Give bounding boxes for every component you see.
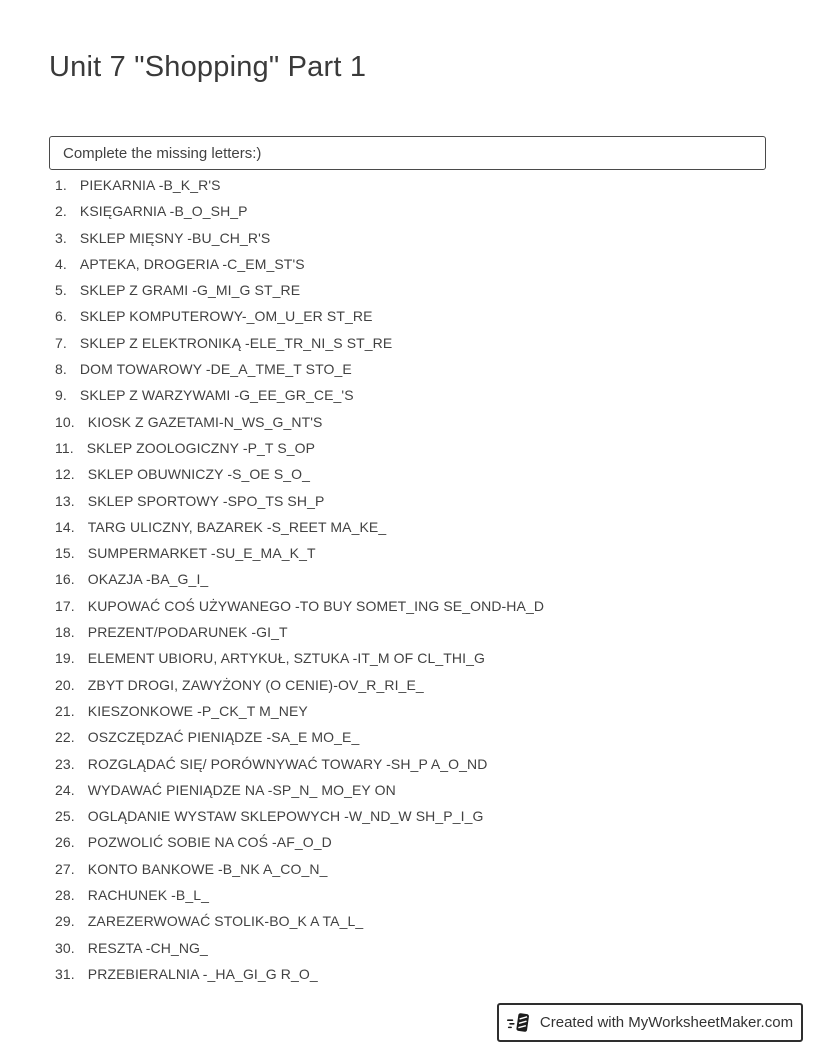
- item-number: 11.: [55, 439, 74, 456]
- list-item: [55, 861, 775, 887]
- list-item: [55, 308, 775, 334]
- item-number: 10.: [55, 413, 75, 430]
- item-text: ROZGLĄDAĆ SIĘ/ PORÓWNYWAĆ TOWARY -SH_P A_O_ND: [87, 755, 488, 772]
- item-number: 6.: [55, 308, 67, 325]
- item-number: 5.: [55, 282, 67, 299]
- list-item: [55, 545, 775, 571]
- item-text: SKLEP Z WARZYWAMI -G_EE_GR_CE_'S: [79, 387, 354, 404]
- list-item: [55, 256, 775, 282]
- item-text: KIOSK Z GAZETAMI-N_WS_G_NT'S: [87, 413, 323, 430]
- item-number: 3.: [55, 229, 67, 246]
- item-number: 18.: [55, 624, 75, 641]
- instruction-text: Complete the missing letters:): [63, 144, 262, 162]
- watermark-text: Created with MyWorksheetMaker.com: [539, 1014, 794, 1031]
- page-title: Unit 7 "Shopping" Part 1: [49, 51, 367, 83]
- item-text: PIEKARNIA -B_K_R'S: [79, 177, 221, 193]
- item-text: SKLEP OBUWNICZY -S_OE S_O_: [87, 466, 311, 483]
- item-number: 2.: [55, 203, 67, 220]
- list-item: [55, 703, 775, 729]
- list-item: [55, 624, 775, 650]
- list-item: [55, 756, 775, 782]
- item-number: 26.: [55, 834, 75, 851]
- item-number: 19.: [55, 650, 75, 667]
- item-text: PRZEBIERALNIA -_HA_GI_G R_O_: [87, 965, 318, 982]
- item-text: ELEMENT UBIORU, ARTYKUŁ, SZTUKA -IT_M OF CL_THI_G: [87, 650, 486, 667]
- list-item: [55, 387, 775, 413]
- list-item: [55, 177, 775, 203]
- item-text: SKLEP MIĘSNY -BU_CH_R'S: [79, 229, 271, 246]
- watermark-badge[interactable]: [497, 1003, 803, 1042]
- item-number: 24.: [55, 781, 75, 798]
- item-number: 16.: [55, 571, 75, 588]
- list-item: [55, 361, 775, 387]
- item-number: 7.: [55, 334, 67, 351]
- item-text: PREZENT/PODARUNEK -GI_T: [87, 624, 288, 641]
- item-text: POZWOLIĆ SOBIE NA COŚ -AF_O_D: [87, 834, 332, 851]
- item-text: RACHUNEK -B_L_: [87, 887, 209, 904]
- item-number: 30.: [55, 939, 75, 956]
- item-text: SKLEP Z ELEKTRONIKĄ -ELE_TR_NI_S ST_RE: [79, 334, 393, 351]
- item-number: 20.: [55, 676, 75, 693]
- list-item: [55, 440, 775, 466]
- item-number: 1.: [55, 177, 67, 193]
- item-text: OKAZJA -BA_G_I_: [87, 571, 209, 588]
- item-number: 25.: [55, 808, 75, 825]
- item-text: KONTO BANKOWE -B_NK A_CO_N_: [87, 860, 328, 877]
- list-item: [55, 335, 775, 361]
- list-item: [55, 808, 775, 834]
- list-item: [55, 230, 775, 256]
- item-text: APTEKA, DROGERIA -C_EM_ST'S: [79, 255, 305, 272]
- item-text: TARG ULICZNY, BAZAREK -S_REET MA_KE_: [87, 518, 387, 535]
- item-text: SKLEP KOMPUTEROWY-_OM_U_ER ST_RE: [79, 308, 373, 325]
- list-item: [55, 834, 775, 860]
- item-text: DOM TOWAROWY -DE_A_TME_T STO_E: [79, 361, 352, 378]
- item-text: KIESZONKOWE -P_CK_T M_NEY: [87, 702, 308, 719]
- item-number: 21.: [55, 702, 75, 719]
- item-number: 28.: [55, 887, 75, 904]
- list-item: [55, 571, 775, 597]
- list-item: [55, 729, 775, 755]
- item-number: 29.: [55, 913, 75, 930]
- list-item: [55, 203, 775, 229]
- list-item: [55, 677, 775, 703]
- list-item: [55, 282, 775, 308]
- list-item: [55, 466, 775, 492]
- item-number: 15.: [55, 545, 75, 562]
- item-number: 8.: [55, 361, 67, 378]
- item-text: WYDAWAĆ PIENIĄDZE NA -SP_N_ MO_EY ON: [87, 781, 396, 798]
- worksheetmaker-logo-icon: [507, 1011, 532, 1035]
- item-text: SKLEP Z GRAMI -G_MI_G ST_RE: [79, 282, 301, 299]
- list-item: [55, 598, 775, 624]
- item-text: SKLEP SPORTOWY -SPO_TS SH_P: [87, 492, 325, 509]
- item-text: RESZTA -CH_NG_: [87, 939, 208, 956]
- list-item: [55, 887, 775, 913]
- list-item: [55, 519, 775, 545]
- list-item: [55, 493, 775, 519]
- item-number: 17.: [55, 597, 75, 614]
- item-number: 31.: [55, 965, 75, 982]
- list-item: [55, 782, 775, 808]
- item-text: OSZCZĘDZAĆ PIENIĄDZE -SA_E MO_E_: [87, 729, 360, 746]
- item-number: 12.: [55, 466, 75, 483]
- item-text: KUPOWAĆ COŚ UŻYWANEGO -TO BUY SOMET_ING SE_OND-HA_D: [87, 597, 545, 614]
- item-text: KSIĘGARNIA -B_O_SH_P: [79, 203, 248, 220]
- item-text: SUMPERMARKET -SU_E_MA_K_T: [87, 545, 316, 562]
- item-number: 9.: [55, 387, 67, 404]
- list-item: [55, 414, 775, 440]
- list-item: [55, 940, 775, 966]
- item-number: 14.: [55, 518, 75, 535]
- instruction-box: [49, 136, 766, 170]
- item-text: ZBYT DROGI, ZAWYŻONY (O CENIE)-OV_R_RI_E_: [87, 676, 424, 693]
- item-text: SKLEP ZOOLOGICZNY -P_T S_OP: [86, 439, 316, 456]
- item-text: OGLĄDANIE WYSTAW SKLEPOWYCH -W_ND_W SH_P_I_G: [87, 808, 484, 825]
- item-number: 27.: [55, 860, 75, 877]
- item-text: ZAREZERWOWAĆ STOLIK-BO_K A TA_L_: [87, 913, 364, 930]
- list-item: [55, 966, 775, 992]
- item-number: 23.: [55, 755, 75, 772]
- item-number: 13.: [55, 492, 75, 509]
- item-number: 22.: [55, 729, 75, 746]
- vocab-list: [55, 177, 775, 992]
- list-item: [55, 650, 775, 676]
- item-number: 4.: [55, 255, 67, 272]
- list-item: [55, 913, 775, 939]
